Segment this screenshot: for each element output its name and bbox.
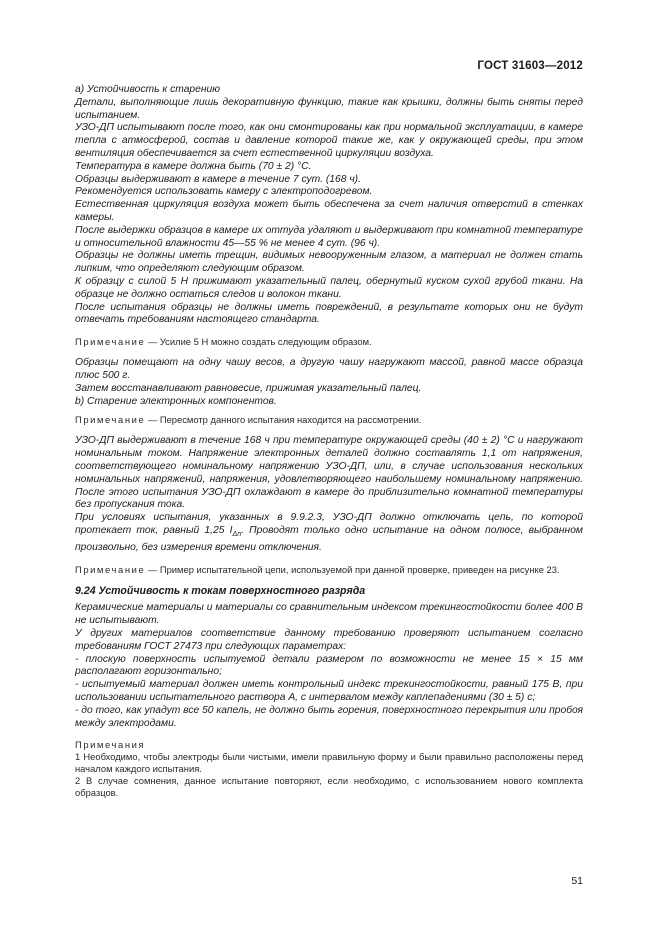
paragraph: УЗО-ДП выдерживают в течение 168 ч при температуре окружающей среды (40 ± 2) °С и нагружают номинальным током. Напряжение электронных деталей должно составлять 1,1 от напряжения, соответствующего номинальному напряжению УЗО-ДП, или, в случае использования нескольких номинальных напряжений, напряжения, удовлетворяющего наибольшему номинальному напряжению. После этого испытания УЗО-ДП охлаждают в камере до приблизительно комнатной температуры без пропускания тока. [75, 435, 583, 511]
page-content [75, 84, 583, 799]
paragraph: После выдержки образцов в камере их оттуда удаляют и выдерживают при комнатной температуре и относительной влажности 45—55 % не менее 4 сут. (96 ч). [75, 224, 583, 249]
notes-label: Примечания [75, 739, 146, 751]
paragraph: b) Старение электронных компонентов. [75, 395, 277, 407]
paragraph: Рекомендуется использовать камеру с электроподогревом. [75, 186, 373, 198]
paragraph: Затем восстанавливают равновесие, прижимая указательный палец. [75, 382, 422, 394]
paragraph: Естественная циркуляция воздуха может быть обеспечена за счет наличия отверстий в стенках камеры. [75, 199, 583, 223]
paragraph: Керамические материалы и материалы со сравнительным индексом трекингостойкости более 400 В не испытывают. [75, 602, 583, 627]
list-item: - плоскую поверхность испытуемой детали размером по возможности не менее 15 × 15 мм располагают горизонтально; [75, 653, 583, 678]
paragraph: Детали, выполняющие лишь декоративную функцию, такие как крышки, должны быть сняты перед испытанием. [75, 96, 583, 121]
paragraph: У других материалов соответствие данному требованию проверяют испытанием согласно требованиям ГОСТ 27473 при следующих параметрах: [75, 627, 583, 652]
note-label: Примечание [75, 563, 146, 575]
paragraph: а) Устойчивость к старению [75, 84, 221, 95]
note-label: Примечание [75, 414, 146, 426]
note-item: 1 Необходимо, чтобы электроды были чистыми, имели правильную форму и были правильно расположены перед началом каждого испытания. [75, 751, 583, 775]
current-subscript: Δn [232, 530, 242, 538]
list-item: - испытуемый материал должен иметь контрольный индекс трекингостойкости, равный 175 В, при использовании испытательного раствора А, с интервалом между каплепадениями (30 ± 5) с; [75, 679, 583, 703]
text-span: . Проводят только одно испытание на одном полюсе, выбранном произвольно, без измерения времени отключения. [75, 524, 583, 553]
paragraph: Образцы не должны иметь трещин, видимых невооруженным глазом, а материал не должен стать липким, что определяют следующим образом. [75, 250, 583, 275]
section-heading: 9.24 Устойчивость к токам поверхностного разряда [75, 584, 366, 597]
note-text: — Пример испытательной цепи, используемой при данной проверке, приведен на рисунке 23. [145, 563, 560, 575]
note [75, 414, 583, 426]
note-label: Примечание [75, 336, 146, 348]
document-id-header: ГОСТ 31603—2012 [477, 60, 583, 72]
note-text: — Пересмотр данного испытания находится на рассмотрении. [145, 414, 422, 426]
paragraph: Температура в камере должна быть (70 ± 2) °С. [75, 160, 312, 172]
note [75, 336, 583, 348]
page-number: 51 [571, 875, 583, 887]
text-span: При условиях испытания, указанных в 9.9.2.3, УЗО-ДП должно отключать цепь, по которой протекает ток, равный 1,25 [75, 512, 583, 536]
list-item: - до того, как упадут все 50 капель, не должно быть горения, поверхностного перекрытия или пробоя между электродами. [75, 704, 583, 729]
note [75, 564, 583, 576]
note-item: 2 В случае сомнения, данное испытание повторяют, если необходимо, с использованием нового комплекта образцов. [75, 775, 583, 799]
paragraph: После испытания образцы не должны иметь повреждений, в результате которых они не будут отвечать требованиям настоящего стандарта. [75, 301, 583, 326]
current-symbol: I [229, 524, 233, 536]
paragraph: УЗО-ДП испытывают после того, как они смонтированы как при нормальной эксплуатации, в камере тепла с атмосферой, состав и давление которой такие же, как у окружающей среды, при этом вентиляция обеспечивается за счет естественной циркуляции воздуха. [75, 122, 583, 159]
paragraph: Образцы помещают на одну чашу весов, а другую чашу нагружают массой, равной массе образца плюс 500 г. [75, 357, 583, 381]
notes-heading [75, 739, 583, 751]
paragraph: К образцу с силой 5 Н прижимают указательный палец, обернутый куском сухой грубой ткани. На образце не должно остаться следов и волокон ткани. [75, 275, 583, 300]
paragraph: Образцы выдерживают в камере в течение 7 сут. (168 ч). [75, 173, 361, 185]
note-text: — Усилие 5 Н можно создать следующим образом. [145, 336, 372, 348]
paragraph [75, 512, 583, 554]
